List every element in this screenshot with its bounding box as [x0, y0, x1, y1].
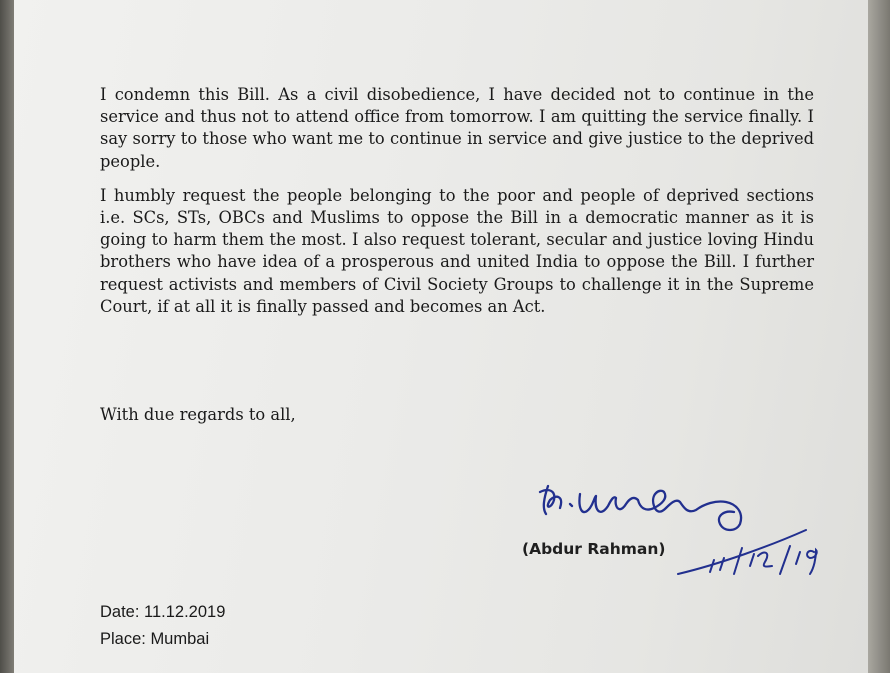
closing-line: With due regards to all,: [100, 405, 296, 424]
place-line: Place: Mumbai: [100, 630, 210, 648]
handwritten-signature: [520, 478, 840, 588]
paragraph-request: I humbly request the people belonging to the poor and people of deprived sections i.e. SCs, STs, OBCs and Muslims to oppose the Bill in a democratic manner as it is going to harm them the most. I also request tolerant, secular and justice loving Hindu brothers who have idea of a prosperous and united India to oppose the Bill. I further request activists and members of Civil Society Groups to challenge it in the Supreme Court, if at all it is finally passed and becomes an Act.: [100, 185, 814, 316]
signatory-name: (Abdur Rahman): [522, 540, 666, 558]
background-right-edge: [868, 0, 890, 673]
letter-body: [100, 84, 814, 318]
paragraph-civil-disobedience: I condemn this Bill. As a civil disobedience, I have decided not to continue in the service and thus not to attend office from tomorrow. I am quitting the service finally. I say sorry to those who want me to continue in service and give justice to the deprived people.: [100, 85, 814, 171]
date-line: Date: 11.12.2019: [100, 603, 226, 621]
background-left-edge: [0, 0, 14, 673]
signature-stroke: [540, 486, 741, 530]
